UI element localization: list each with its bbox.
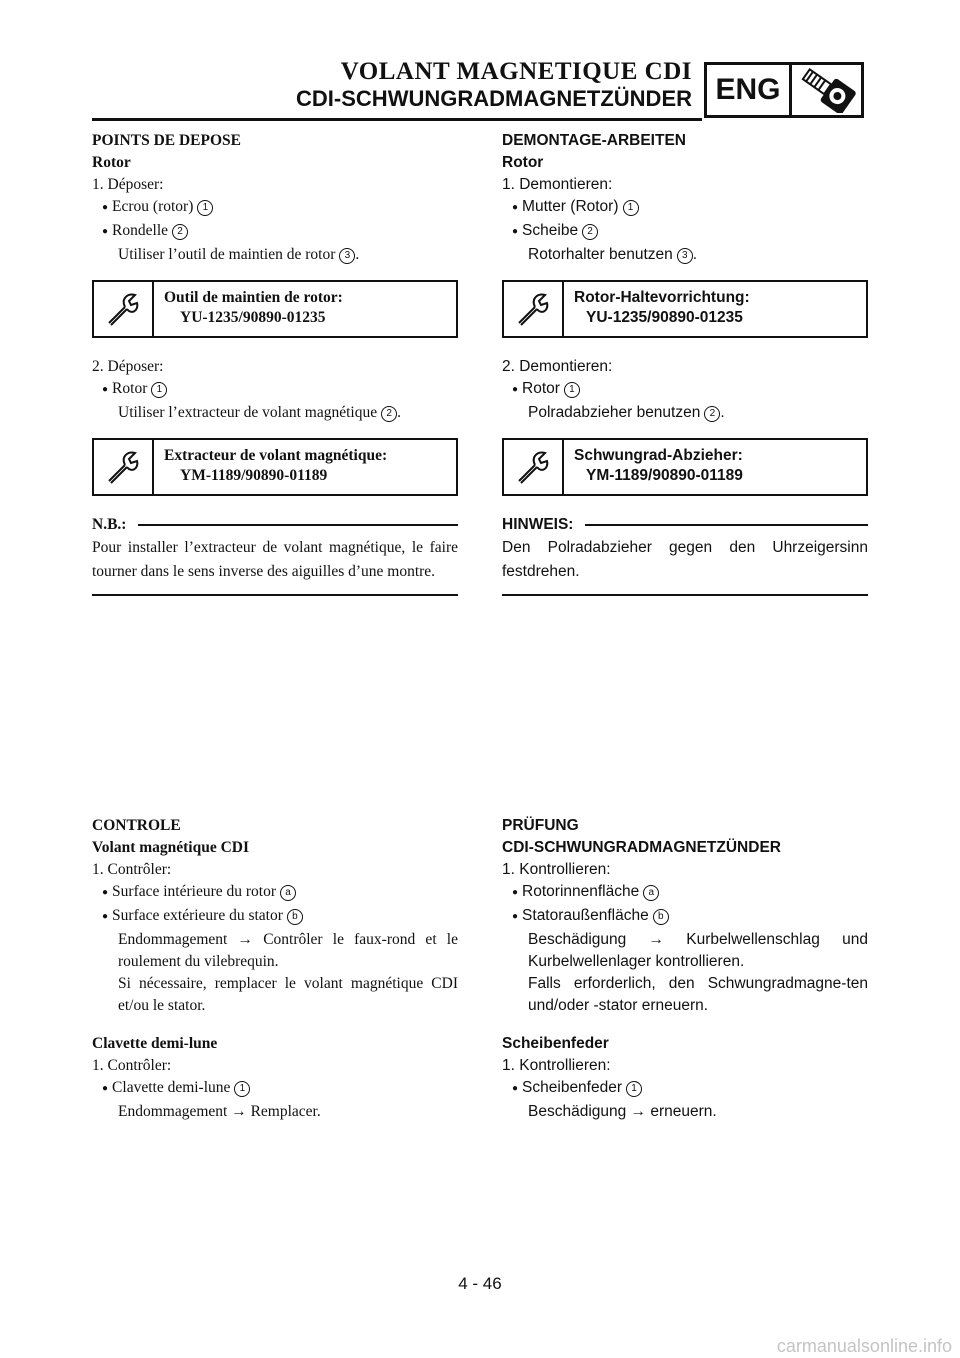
- note-label: HINWEIS:: [502, 516, 574, 533]
- tool-code: YM-1189/90890-01189: [586, 467, 743, 484]
- heading-removal-fr: POINTS DE DEPOSE: [92, 132, 242, 149]
- list-item: ● Statoraußenfläche b: [502, 905, 868, 929]
- list-item: ● Surface extérieure du stator b: [92, 905, 458, 929]
- callout-number: 1: [626, 1081, 642, 1097]
- note-header: [92, 514, 458, 536]
- section-title-de: CDI-SCHWUNGRADMAGNETZÜNDER: [296, 86, 692, 111]
- callout-number: 1: [564, 382, 580, 398]
- heading-inspection-fr: CONTROLE: [92, 817, 181, 834]
- instruction-text: Falls erforderlich, den Schwungradmagne-ten und/oder -stator erneuern.: [528, 975, 868, 1014]
- callout-number: 2: [704, 406, 720, 422]
- instruction-text: Utiliser l’outil de maintien de rotor 3 .: [118, 246, 360, 263]
- instruction-text: Endommagement → Remplacer.: [118, 1103, 321, 1120]
- wrench-icon: [94, 282, 154, 336]
- step-1-de: 1. Demontieren:: [502, 176, 613, 193]
- special-tool-box: [92, 438, 458, 496]
- note-header: [502, 514, 868, 536]
- callout-number: 2: [172, 224, 188, 240]
- step-1-fr: 1. Contrôler:: [92, 861, 172, 878]
- list-item: ● Surface intérieure du rotor a: [92, 881, 458, 905]
- watermark: carmanualsonline.info: [776, 1336, 952, 1356]
- instruction-text: Si nécessaire, remplacer le volant magnétique CDI et/ou le stator.: [118, 975, 458, 1014]
- instruction-text: Beschädigung → erneuern.: [528, 1103, 717, 1120]
- list-item: ● Scheibe 2: [502, 220, 868, 244]
- tool-name: Schwungrad-Abzieher:: [574, 447, 743, 464]
- list-item: ● Rotor 1: [502, 378, 868, 402]
- tool-name: Outil de maintien de rotor:: [164, 289, 343, 306]
- column-de-inspection: [502, 815, 868, 1123]
- step-2-de: 2. Demontieren:: [502, 358, 613, 375]
- tool-code: YU-1235/90890-01235: [180, 309, 326, 326]
- callout-number: 1: [623, 200, 639, 216]
- tool-code: YM-1189/90890-01189: [180, 467, 328, 484]
- callout-number: 3: [677, 248, 693, 264]
- subheading-cdi-de: CDI-SCHWUNGRADMAGNETZÜNDER: [502, 839, 781, 856]
- wrench-icon: [94, 440, 154, 494]
- callout-letter: a: [280, 885, 296, 901]
- callout-letter: a: [643, 885, 659, 901]
- language-label: ENG: [707, 65, 792, 115]
- list-item: ● Rondelle 2: [92, 220, 458, 244]
- column-fr: [92, 130, 458, 596]
- list-item: ● Rotor 1: [92, 378, 458, 402]
- wrench-icon: [504, 282, 564, 336]
- list-item: ● Clavette demi-lune 1: [92, 1077, 458, 1101]
- section-title-fr: VOLANT MAGNETIQUE CDI: [340, 58, 692, 85]
- note-text: Pour installer l’extracteur de volant magnétique, le faire tourner dans le sens inverse des aiguilles d’une montre.: [92, 539, 458, 580]
- step-2-fr: 2. Déposer:: [92, 358, 164, 375]
- subheading-key-de: Scheibenfeder: [502, 1035, 609, 1052]
- subheading-cdi-fr: Volant magnétique CDI: [92, 839, 250, 856]
- callout-number: 1: [151, 382, 167, 398]
- subheading-rotor-de: Rotor: [502, 154, 544, 171]
- column-fr-inspection: [92, 815, 458, 1123]
- heading-inspection-de: PRÜFUNG: [502, 817, 579, 834]
- step-1-de: 1. Kontrollieren:: [502, 1057, 611, 1074]
- instruction-text: Polradabzieher benutzen 2 .: [528, 404, 725, 421]
- wrench-icon: [504, 440, 564, 494]
- callout-number: 3: [339, 248, 355, 264]
- callout-number: 2: [381, 406, 397, 422]
- engine-bolt-icon: [792, 65, 861, 115]
- list-item: ● Mutter (Rotor) 1: [502, 196, 868, 220]
- subheading-key-fr: Clavette demi-lune: [92, 1035, 218, 1052]
- note-text: Den Polradabzieher gegen den Uhrzeigersinn festdrehen.: [502, 539, 868, 580]
- callout-letter: b: [653, 909, 669, 925]
- column-de: [502, 130, 868, 596]
- tool-name: Rotor-Haltevorrichtung:: [574, 289, 750, 306]
- subheading-rotor-fr: Rotor: [92, 154, 131, 171]
- callout-number: 1: [234, 1081, 250, 1097]
- special-tool-box: [92, 280, 458, 338]
- tool-name: Extracteur de volant magnétique:: [164, 447, 388, 464]
- instruction-text: Endommagement → Contrôler le faux-rond et le roulement du vilebrequin.: [118, 931, 458, 970]
- special-tool-box: [502, 280, 868, 338]
- instruction-text: Beschädigung → Kurbelwellenschlag und Kurbelwellenlager kontrollieren.: [528, 931, 868, 970]
- callout-letter: b: [287, 909, 303, 925]
- step-1-fr: 1. Déposer:: [92, 176, 164, 193]
- heading-removal-de: DEMONTAGE-ARBEITEN: [502, 132, 686, 149]
- note-label: N.B.:: [92, 516, 127, 533]
- callout-number: 1: [197, 200, 213, 216]
- step-1-de: 1. Kontrollieren:: [502, 861, 611, 878]
- language-badge: [704, 62, 864, 118]
- callout-number: 2: [582, 224, 598, 240]
- note-rule: [502, 594, 868, 596]
- header-rule: [92, 118, 702, 121]
- instruction-text: Utiliser l’extracteur de volant magnétique 2 .: [118, 404, 401, 421]
- special-tool-box: [502, 438, 868, 496]
- instruction-text: Rotorhalter benutzen 3 .: [528, 246, 698, 263]
- page-number: 4 - 46: [458, 1274, 502, 1293]
- list-item: ● Rotorinnenfläche a: [502, 881, 868, 905]
- step-1-fr: 1. Contrôler:: [92, 1057, 172, 1074]
- tool-code: YU-1235/90890-01235: [586, 309, 743, 326]
- note-rule: [92, 594, 458, 596]
- list-item: ● Scheibenfeder 1: [502, 1077, 868, 1101]
- list-item: ● Ecrou (rotor) 1: [92, 196, 458, 220]
